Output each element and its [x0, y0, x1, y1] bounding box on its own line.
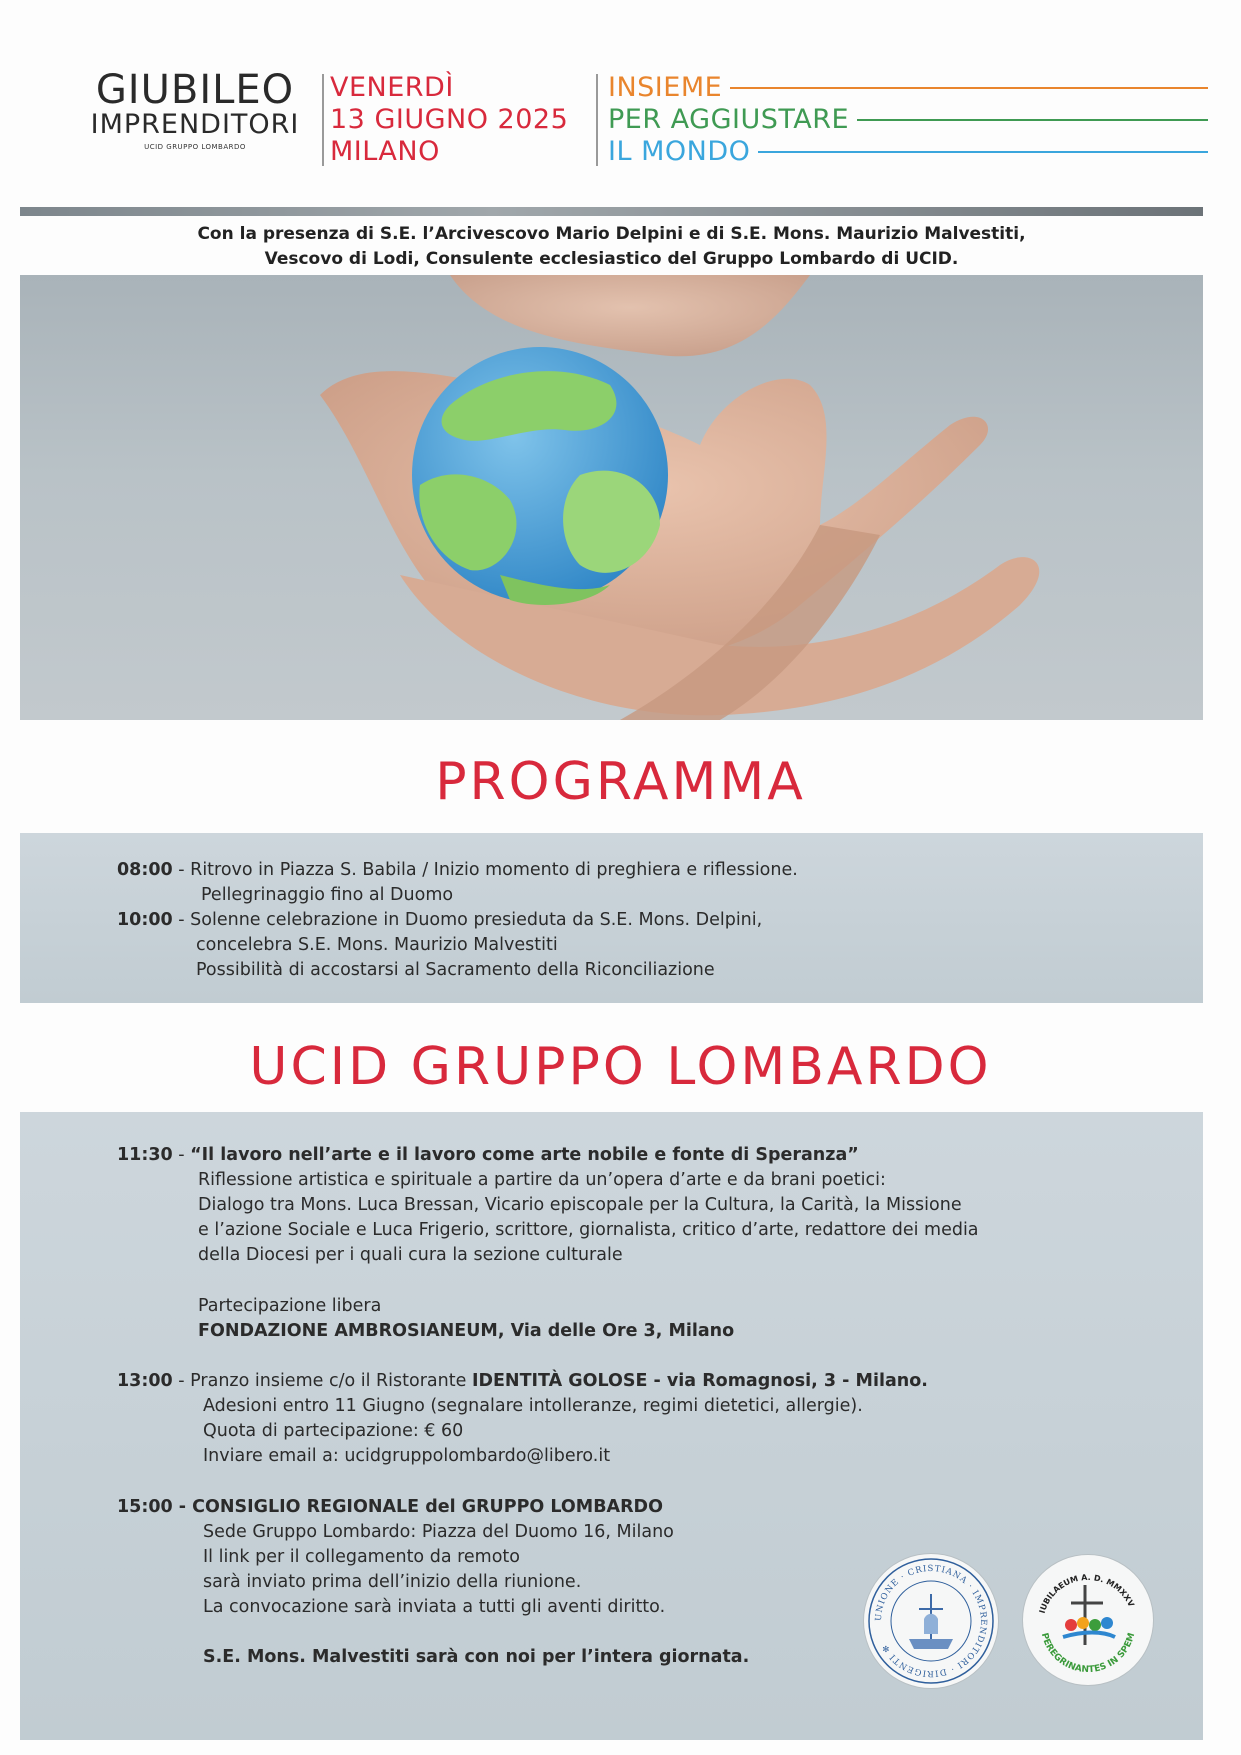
presence-line: Vescovo di Lodi, Consulente ecclesiastico del Gruppo Lombardo di UCID.: [264, 249, 959, 269]
logo-title-line1: GIUBILEO: [95, 67, 295, 113]
program-text: - Pranzo insieme c/o il Ristorante: [172, 1371, 472, 1391]
svg-text:PEREGRINANTES IN SPEM: [1039, 1632, 1137, 1675]
date-line-city: MILANO: [330, 136, 440, 167]
program-item-line: [117, 1495, 663, 1520]
hands-globe-photo: [20, 275, 1203, 720]
program-text: Dialogo tra Mons. Luca Bressan, Vicario episcopale per la Cultura, la Carità, la Missione: [198, 1195, 962, 1215]
program-item-line: [117, 858, 798, 883]
program-text: La convocazione sarà inviata a tutti gli aventi diritto.: [203, 1597, 666, 1617]
logo-title-line2: IMPRENDITORI: [90, 109, 300, 140]
jubilee-seal-top-text: IUBILAEUM A. D. MMXXV: [1037, 1572, 1136, 1615]
program-text: concelebra S.E. Mons. Maurizio Malvestiti: [196, 935, 558, 955]
slogan-text: PER AGGIUSTARE: [608, 104, 850, 135]
program-text: sarà inviato prima dell’inizio della riunione.: [203, 1572, 582, 1592]
program-venue: IDENTITÀ GOLOSE - via Romagnosi, 3 - Milano.: [471, 1371, 928, 1391]
program-text: Possibilità di accostarsi al Sacramento della Riconciliazione: [196, 960, 715, 980]
program-title: “Il lavoro nell’arte e il lavoro come arte nobile e fonte di Speranza”: [190, 1145, 859, 1165]
program-text: Pellegrinaggio fino al Duomo: [201, 885, 454, 905]
program-item-line: [117, 1143, 859, 1168]
program-text: e l’azione Sociale e Luca Frigerio, scrittore, giornalista, critico d’arte, redattore dei media: [198, 1220, 979, 1240]
ucid-seal-ring-text: UNIONE · CRISTIANA · IMPRENDITORI · DIRIGENTI ✻: [873, 1563, 989, 1679]
program-dash: -: [172, 1145, 191, 1165]
ucid-seal-graphic: [864, 1554, 998, 1688]
program-text: - Solenne celebrazione in Duomo presieduta da S.E. Mons. Delpini,: [172, 910, 763, 930]
programma-heading: PROGRAMMA: [435, 752, 806, 812]
jubilee-seal: [1023, 1555, 1153, 1685]
slogan-text: INSIEME: [608, 72, 723, 103]
logo-subtitle: UCID GRUPPO LOMBARDO: [144, 143, 246, 151]
program-box-ucid: [20, 1112, 1203, 1740]
presence-text: [20, 222, 1203, 272]
program-time: 08:00: [117, 860, 173, 880]
program-title: - CONSIGLIO REGIONALE del GRUPPO LOMBARDO: [172, 1497, 663, 1517]
program-email: Inviare email a: ucidgruppolombardo@libero.it: [203, 1446, 611, 1466]
date-line-day: VENERDÌ: [330, 72, 454, 103]
program-text: Sede Gruppo Lombardo: Piazza del Duomo 16, Milano: [203, 1522, 674, 1542]
program-text: Riflessione artistica e spirituale a partire da un’opera d’arte e da brani poetici:: [198, 1170, 886, 1190]
slogan-rule: [730, 87, 1208, 89]
program-time: 15:00: [117, 1497, 173, 1517]
event-logo: [70, 67, 320, 151]
slogan-row: [608, 136, 1208, 168]
program-time: 10:00: [117, 910, 173, 930]
program-text: - Ritrovo in Piazza S. Babila / Inizio momento di preghiera e riflessione.: [172, 860, 798, 880]
program-text: della Diocesi per i quali cura la sezione culturale: [198, 1245, 623, 1265]
slogan-rule: [857, 119, 1208, 121]
program-time: 13:00: [117, 1371, 173, 1391]
photo-top-strip: [20, 207, 1203, 216]
slogan-row: [608, 104, 1208, 136]
program-text: Quota di partecipazione: € 60: [203, 1421, 464, 1441]
header-divider: [596, 74, 598, 166]
program-venue: FONDAZIONE AMBROSIANEUM, Via delle Ore 3, Milano: [198, 1321, 735, 1341]
slogan-row: [608, 72, 1208, 104]
program-text: Adesioni entro 11 Giugno (segnalare intolleranze, regimi dietetici, allergie).: [203, 1396, 863, 1416]
program-item-line: [117, 1369, 928, 1394]
program-time: 11:30: [117, 1145, 173, 1165]
slogan-text: IL MONDO: [608, 136, 751, 167]
date-line-date: 13 GIUGNO 2025: [330, 104, 569, 135]
photo-illustration: [20, 275, 1203, 720]
jubilee-seal-bottom-text: PEREGRINANTES IN SPEM: [1038, 1631, 1138, 1676]
slogan-rule: [758, 151, 1208, 153]
header-divider: [322, 74, 324, 166]
ucid-seal: [864, 1554, 998, 1688]
program-item-line: [117, 908, 762, 933]
closing-note: S.E. Mons. Malvestiti sarà con noi per l’intera giornata.: [203, 1647, 750, 1667]
program-box-morning: [20, 833, 1203, 1003]
program-text: Il link per il collegamento da remoto: [203, 1547, 520, 1567]
program-text: Partecipazione libera: [198, 1296, 382, 1316]
jubilee-seal-graphic: [1023, 1555, 1153, 1685]
presence-line: Con la presenza di S.E. l’Arcivescovo Mario Delpini e di S.E. Mons. Maurizio Malvestiti,: [197, 224, 1026, 244]
event-date: [330, 72, 568, 168]
ucid-heading: UCID GRUPPO LOMBARDO: [249, 1037, 992, 1097]
event-slogan: [608, 72, 1208, 168]
svg-text:IUBILAEUM A. D. MMXXV: [1038, 1573, 1136, 1615]
